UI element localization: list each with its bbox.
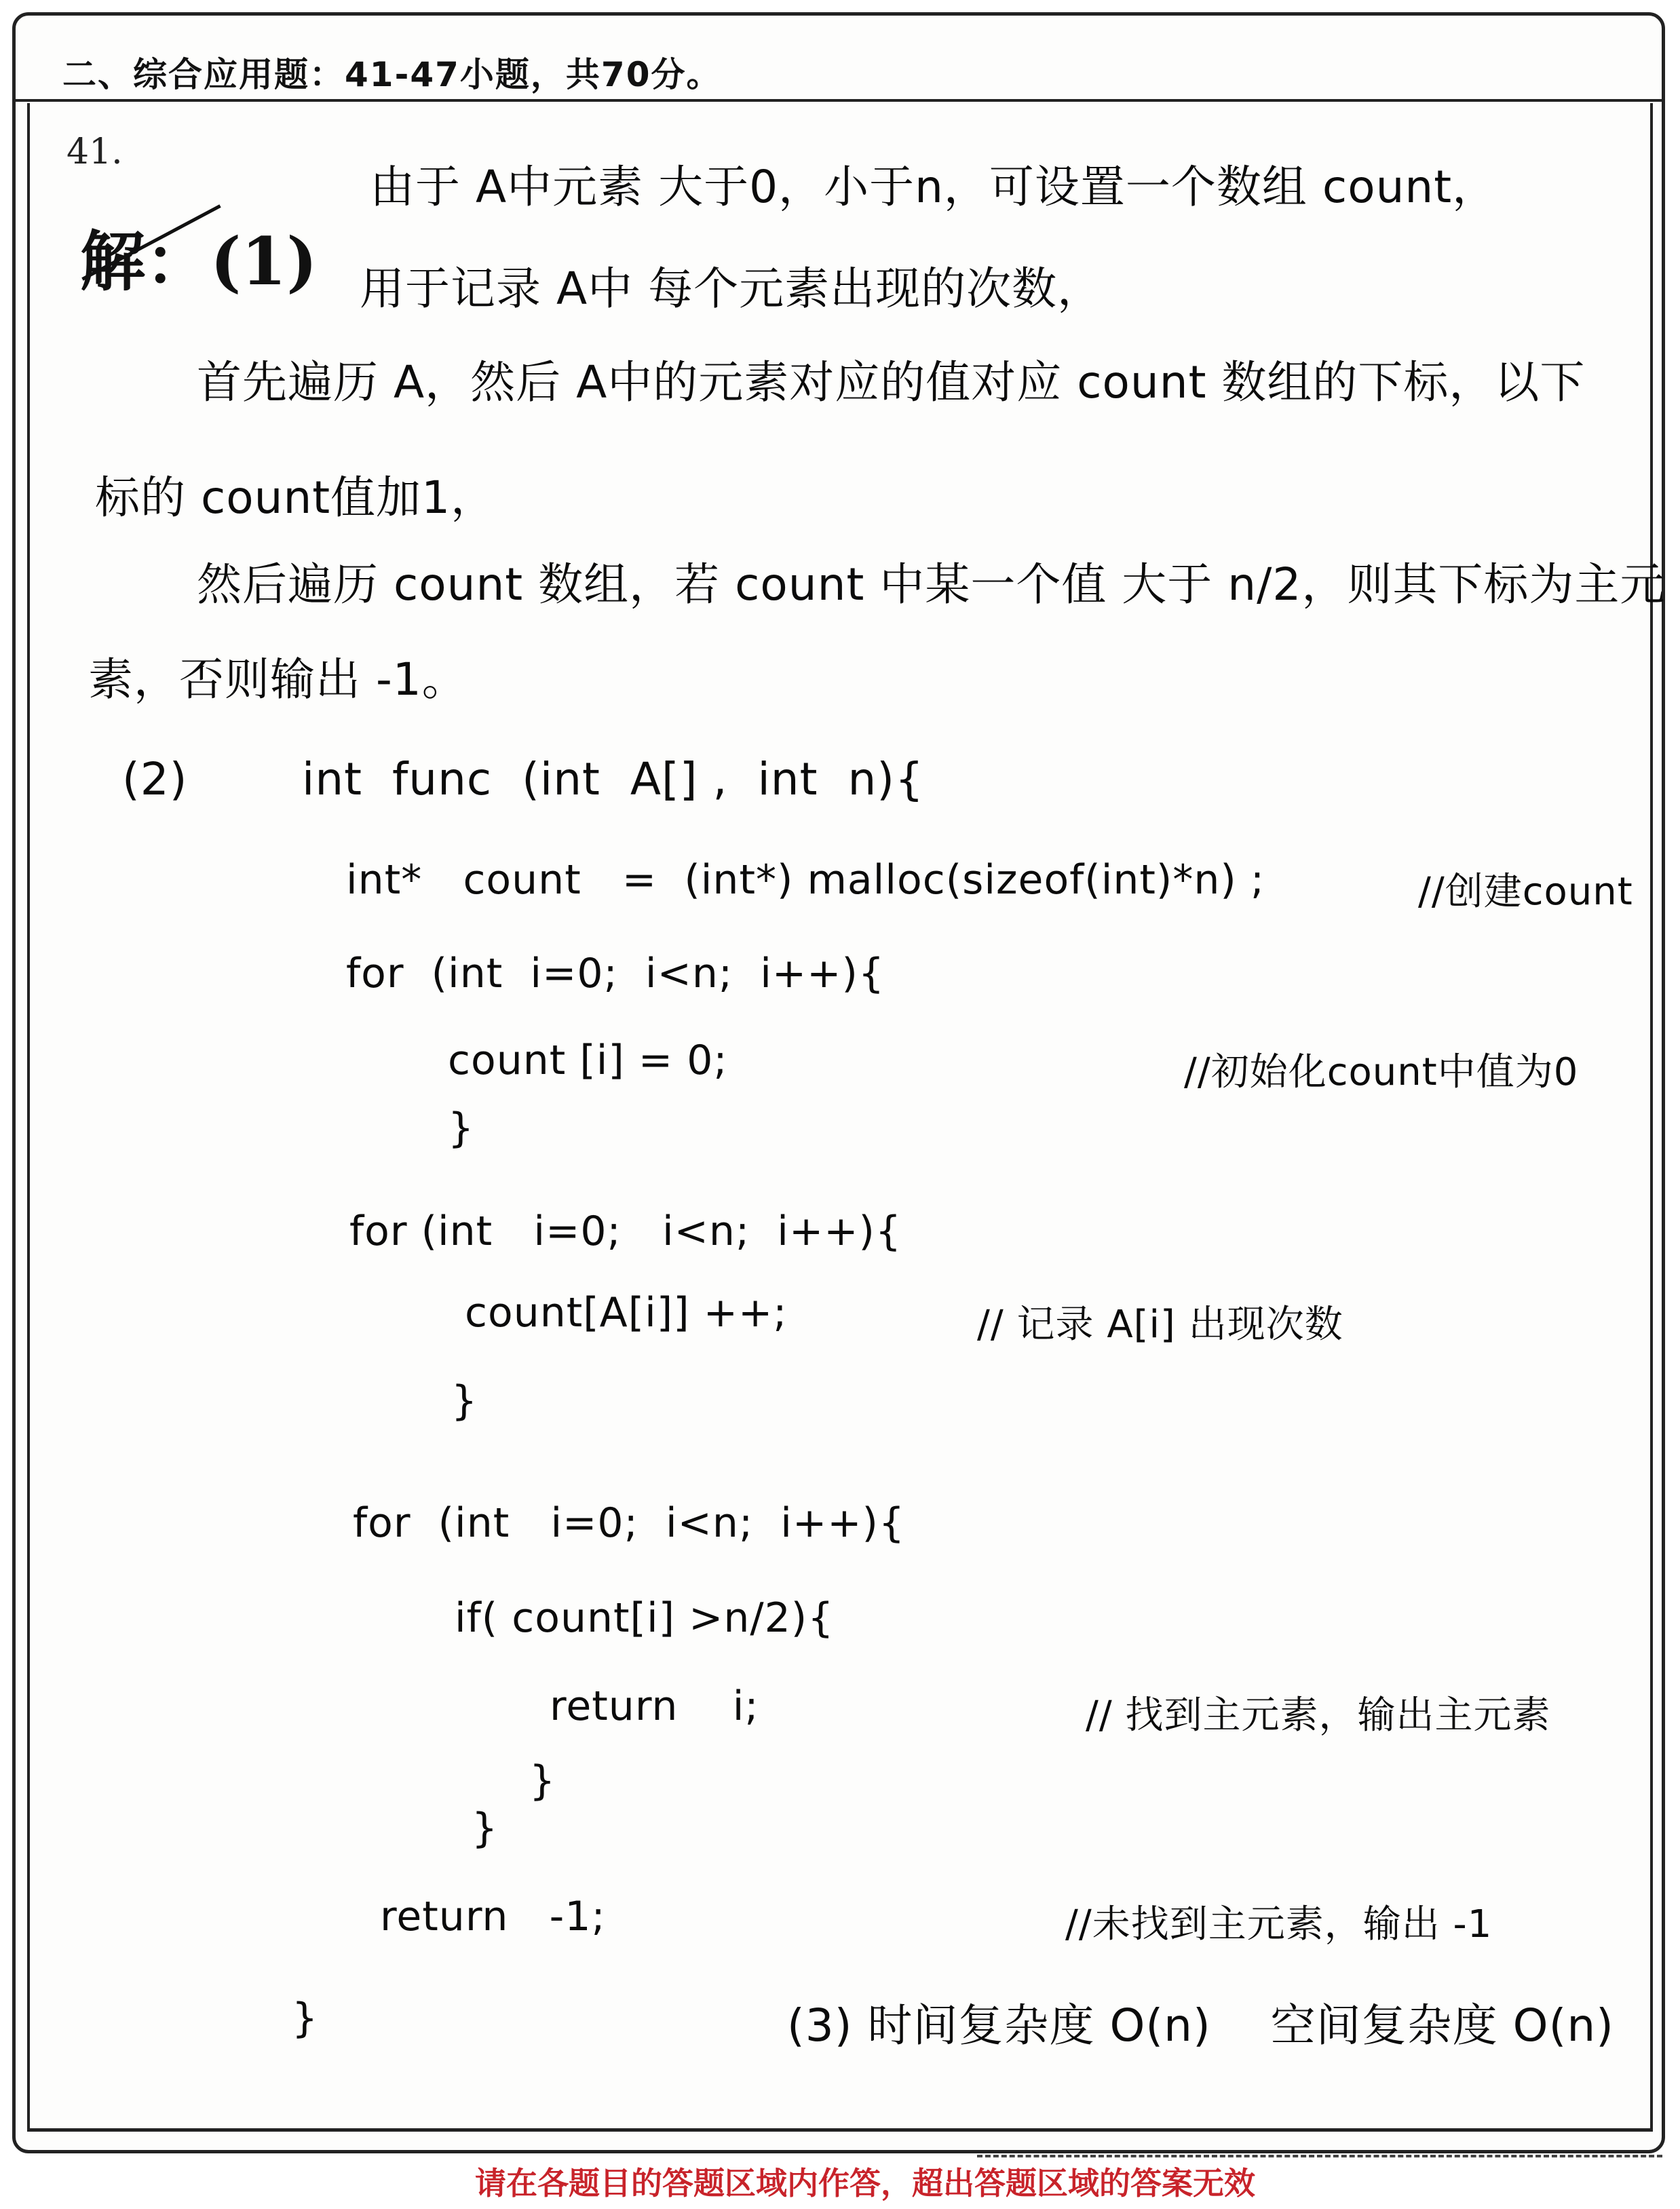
code-line-14: return -1; <box>380 1893 606 1940</box>
code-line-8: } <box>451 1377 478 1425</box>
solution-label-text: 解：(1) <box>80 223 318 300</box>
part1-line-4: 标的 count值加1， <box>95 472 497 524</box>
part1-line-3: 首先遍历 A，然后 A中的元素对应的值对应 count 数组的下标，以下 <box>197 356 1586 408</box>
footer-dash-line <box>977 2155 1662 2157</box>
code-line-7: count[A[i]] ++; <box>465 1289 788 1337</box>
code-line-2: int* count = (int*) malloc(sizeof(int)*n) ; <box>346 856 1265 904</box>
code-line-9: for (int i=0; i<n; i++){ <box>353 1499 906 1547</box>
part3-complexity: (3) 时间复杂度 O(n) 空间复杂度 O(n) <box>787 1999 1614 2052</box>
code-line-6: for (int i=0; i<n; i++){ <box>349 1208 902 1255</box>
solution-label <box>80 210 318 303</box>
code-line-15: } <box>292 1995 319 2042</box>
code-line-13: } <box>472 1805 499 1852</box>
code-line-11: return i; <box>550 1683 759 1730</box>
code-comment-7: // 记录 A[i] 出现次数 <box>977 1303 1343 1347</box>
code-comment-4: //初始化count中值为0 <box>1184 1050 1579 1094</box>
footer-note: 请在各题目的答题区域内作答，超出答题区域的答案无效 <box>475 2165 1255 2202</box>
part1-line-5: 然后遍历 count 数组，若 count 中某一个值 大于 n/2，则其下标为主元 <box>197 558 1666 611</box>
section-header: 二、综合应用题：41-47小题，共70分。 <box>62 55 722 94</box>
part1-line-2: 用于记录 A中 每个元素出现的次数， <box>360 263 1103 315</box>
part1-line-1: 由于 A中元素 大于0，小于n，可设置一个数组 count， <box>370 161 1498 213</box>
part2-label: (2) <box>122 753 188 805</box>
code-line-1: int func (int A[] , int n){ <box>302 753 925 805</box>
code-line-4: count [i] = 0; <box>448 1037 728 1084</box>
part1-line-6: 素，否则输出 -1。 <box>88 653 467 706</box>
question-number: 41. <box>66 132 123 172</box>
code-line-3: for (int i=0; i<n; i++){ <box>346 950 885 997</box>
code-line-12: } <box>529 1757 556 1805</box>
code-line-5: } <box>448 1104 475 1152</box>
code-comment-11: // 找到主元素，输出主元素 <box>1086 1693 1551 1737</box>
code-line-10: if( count[i] >n/2){ <box>455 1594 835 1642</box>
code-comment-2: //创建count <box>1418 870 1633 914</box>
code-comment-14: //未找到主元素，输出 -1 <box>1065 1902 1493 1946</box>
